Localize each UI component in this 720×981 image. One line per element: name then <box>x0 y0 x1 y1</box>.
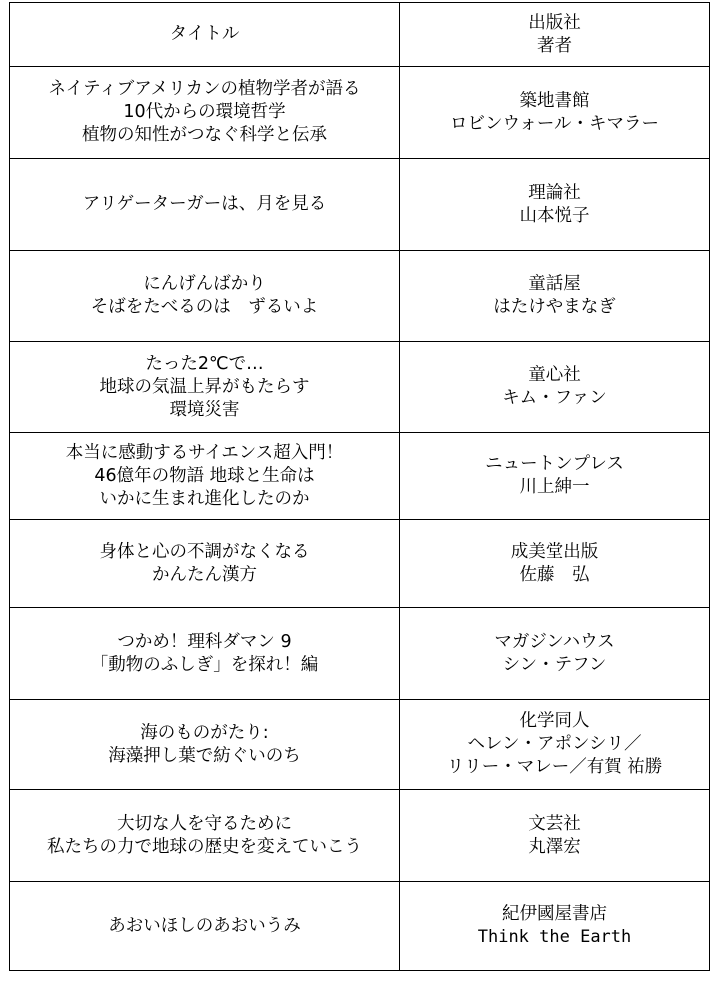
publisher-author-cell <box>400 790 710 882</box>
title-line: いかに生まれ進化したのか <box>99 488 310 509</box>
title-cell <box>10 251 400 342</box>
title-cell <box>10 159 400 251</box>
author-name: Think the Earth <box>477 927 632 947</box>
title-line: そばをたべるのは ずるいよ <box>90 297 319 317</box>
title-cell <box>10 608 400 700</box>
title-line: あおいほしのあおいうみ <box>108 915 301 936</box>
header-row <box>10 3 710 67</box>
publisher-name: 化学同人 <box>519 711 590 731</box>
publisher-name: 成美堂出版 <box>510 541 599 562</box>
title-line: 10代からの環境哲学 <box>123 102 286 122</box>
publisher-author-cell <box>400 608 710 700</box>
table-row <box>10 251 710 342</box>
publisher-name: マガジンハウス <box>494 631 615 652</box>
title-line: つかめ！理科ダマン 9 <box>117 631 292 652</box>
title-line: 46億年の物語 地球と生命は <box>94 465 315 486</box>
title-cell <box>10 790 400 882</box>
title-line: にんげんばかり <box>143 274 266 294</box>
table-row <box>10 608 710 700</box>
table-row <box>10 520 710 608</box>
table-row <box>10 67 710 159</box>
author-name: リリー・マレー／有賀 祐勝 <box>446 757 663 777</box>
author-name: はたけやまなぎ <box>493 297 616 317</box>
publisher-author-cell <box>400 700 710 790</box>
table-row <box>10 342 710 433</box>
title-line: ネイティブアメリカンの植物学者が語る <box>48 79 361 99</box>
table-row <box>10 882 710 971</box>
publisher-name: 理論社 <box>528 182 581 203</box>
publisher-header: 出版社 <box>528 12 581 33</box>
author-name: ヘレン・アポンシリ／ <box>467 734 642 754</box>
book-list-table <box>9 2 710 971</box>
title-line: かんたん漢方 <box>152 564 257 585</box>
author-name: ロビンウォール・キマラー <box>450 113 659 134</box>
title-header: タイトル <box>169 24 240 44</box>
title-line: 環境災害 <box>169 399 240 420</box>
author-name: 丸澤宏 <box>528 836 581 857</box>
publisher-author-cell <box>400 67 710 159</box>
title-header-cell <box>10 3 400 67</box>
title-line: 私たちの力で地球の歴史を変えていこう <box>47 836 362 857</box>
publisher-author-header-cell <box>400 3 710 67</box>
title-cell <box>10 67 400 159</box>
author-header: 著者 <box>537 35 572 56</box>
title-line: 地球の気温上昇がもたらす <box>99 376 310 397</box>
publisher-name: 童話屋 <box>528 274 581 294</box>
table-row <box>10 433 710 520</box>
publisher-name: 築地書館 <box>519 90 590 111</box>
author-name: シン・テフン <box>502 654 607 675</box>
title-line: たった2℃で… <box>145 353 264 374</box>
publisher-name: ニュートンプレス <box>485 454 624 474</box>
table-row <box>10 700 710 790</box>
publisher-name: 童心社 <box>528 365 581 385</box>
publisher-name: 紀伊國屋書店 <box>502 904 607 924</box>
title-line: 本当に感動するサイエンス超入門！ <box>65 442 344 463</box>
author-name: キム・ファン <box>502 388 607 408</box>
author-name: 山本悦子 <box>519 205 590 226</box>
title-line: 海のものがたり: <box>140 722 269 743</box>
title-cell <box>10 700 400 790</box>
title-line: 身体と心の不調がなくなる <box>99 541 310 562</box>
publisher-author-cell <box>400 251 710 342</box>
author-name: 川上紳一 <box>519 477 590 497</box>
publisher-author-cell <box>400 342 710 433</box>
title-line: 植物の知性がつなぐ科学と伝承 <box>82 125 327 145</box>
title-cell <box>10 882 400 971</box>
author-name: 佐藤 弘 <box>519 564 590 585</box>
publisher-author-cell <box>400 159 710 251</box>
title-line: 大切な人を守るために <box>117 813 292 834</box>
title-cell <box>10 433 400 520</box>
table-row <box>10 159 710 251</box>
title-cell <box>10 342 400 433</box>
table-row <box>10 790 710 882</box>
title-line: アリゲーターガーは、月を見る <box>82 194 327 214</box>
publisher-author-cell <box>400 433 710 520</box>
title-line: 海藻押し葉で紡ぐいのち <box>108 745 301 766</box>
title-cell <box>10 520 400 608</box>
publisher-author-cell <box>400 520 710 608</box>
title-line: 「動物のふしぎ」を探れ！編 <box>90 654 319 675</box>
publisher-author-cell <box>400 882 710 971</box>
publisher-name: 文芸社 <box>528 813 581 834</box>
